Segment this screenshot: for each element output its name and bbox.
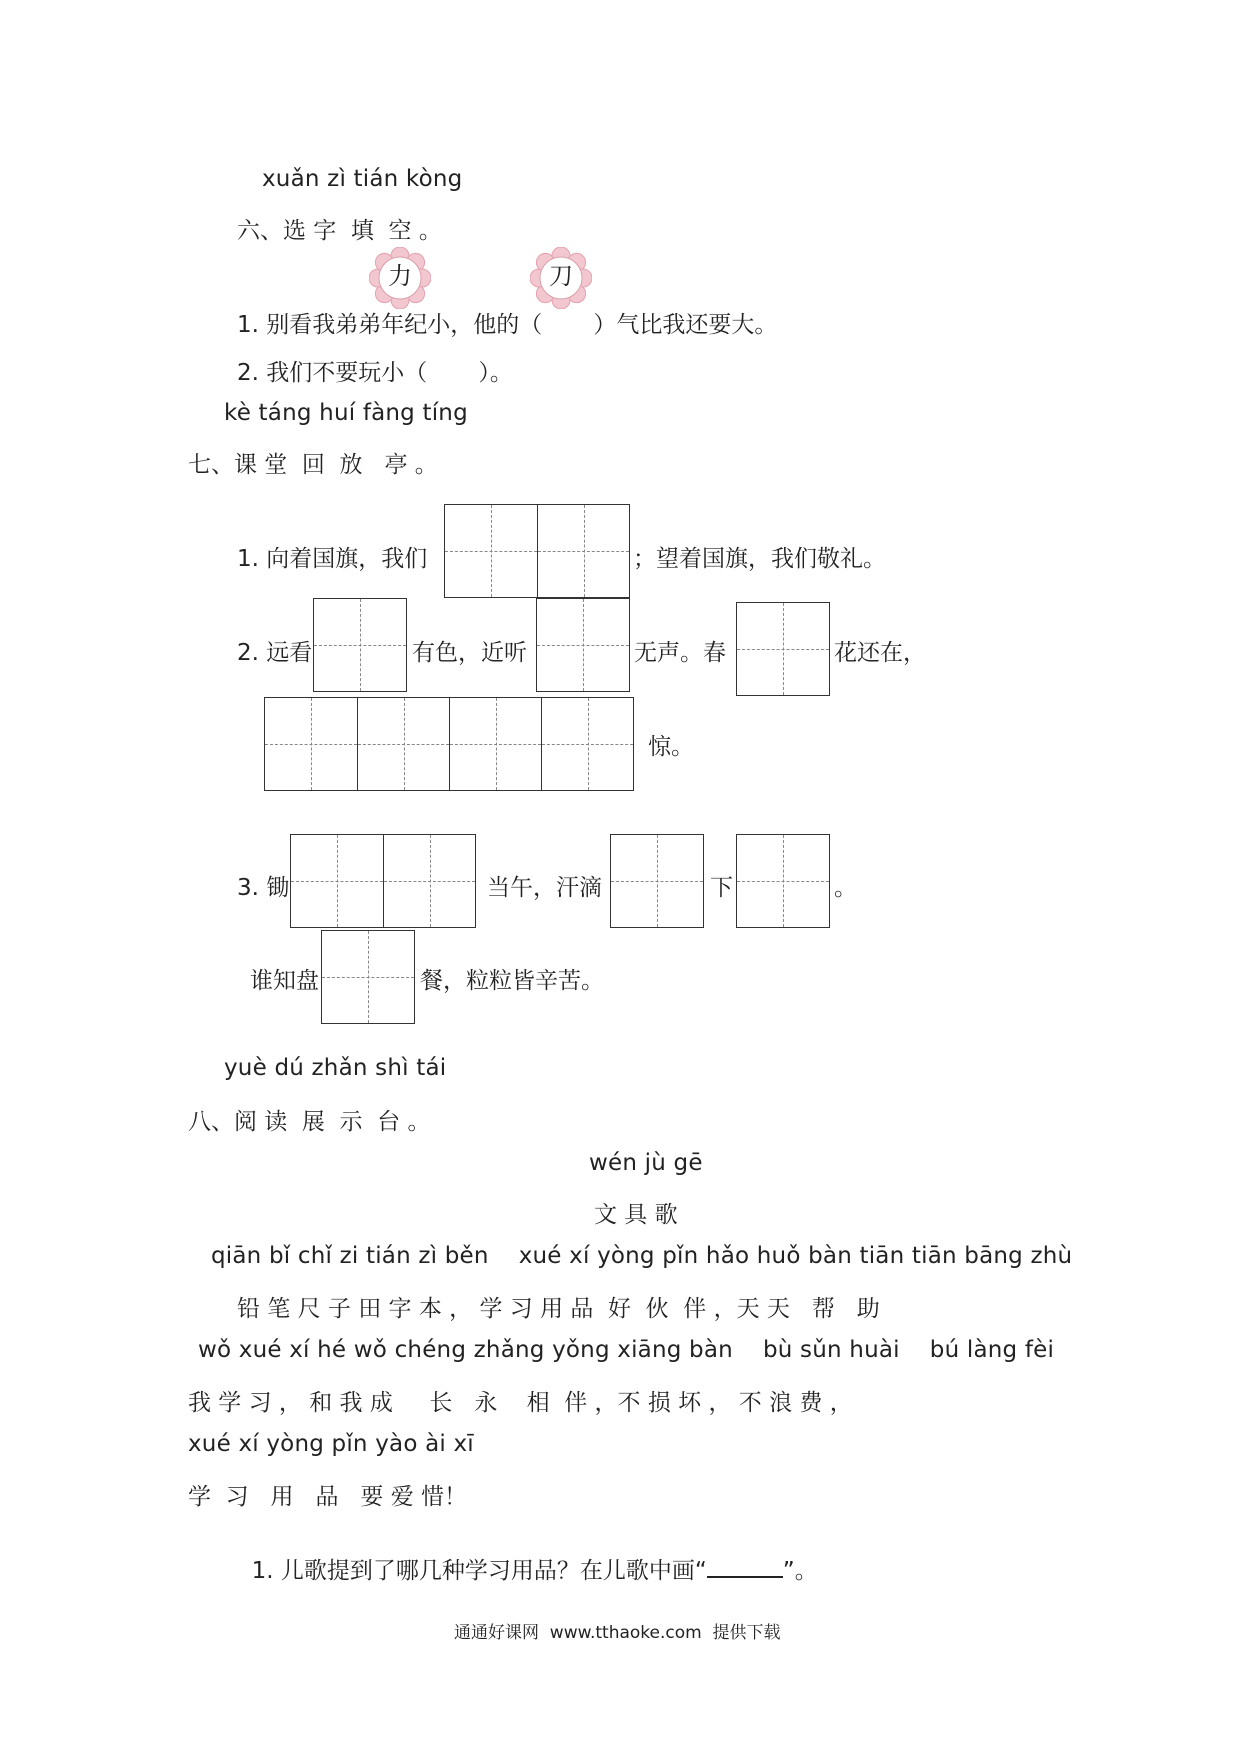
flower-char: 力 <box>388 262 412 290</box>
flower-char: 刀 <box>549 262 573 290</box>
section6-question-1: 1. 别看我弟弟年纪小，他的（ ）气比我还要大。 <box>237 312 778 338</box>
section7-title: 七、课 堂 回 放 亭 。 <box>188 452 438 478</box>
s7-q3-text-b: 当午，汗滴 <box>487 875 602 901</box>
writing-grid-q3d <box>321 930 415 1024</box>
s7-q2-text-d: 花还在， <box>834 640 926 666</box>
writing-cell <box>737 835 829 927</box>
s7-q1-text-a: 1. 向着国旗，我们 <box>237 546 428 572</box>
s7-q3-text-f: 餐，粒粒皆辛苦。 <box>420 968 604 994</box>
writing-cell <box>383 835 475 927</box>
s7-q2-text-e: 惊。 <box>648 734 694 760</box>
writing-cell <box>291 835 383 927</box>
section6-title: 六、选 字 填 空 。 <box>237 218 442 244</box>
s7-q3-text-d: 。 <box>834 875 857 901</box>
s8-question-1 <box>237 1526 818 1585</box>
poem-line1-pinyin: qiān bǐ chǐ zi tián zì běn xué xí yòng pǐn hǎo huǒ bàn tiān tiān bāng zhù <box>211 1243 1073 1269</box>
poem-line2: 我 学 习 ， 和 我 成 长 永 相 伴 ，不 损 坏 ， 不 浪 费 ， <box>188 1390 853 1416</box>
flower-option-2 <box>530 247 592 309</box>
s8-q1-text-b: ”。 <box>782 1558 818 1584</box>
writing-grid-q3b <box>610 834 704 928</box>
writing-cell <box>314 599 406 691</box>
writing-grid-q3c <box>736 834 830 928</box>
s7-q2-text-a: 2. 远看 <box>237 640 313 666</box>
poem-title-pinyin: wén jù gē <box>589 1150 703 1176</box>
s7-q2-text-b: 有色，近听 <box>412 640 527 666</box>
writing-cell <box>322 931 414 1023</box>
writing-grid-q2d <box>264 697 634 791</box>
writing-cell <box>537 505 629 597</box>
section6-pinyin: xuǎn zì tián kòng <box>262 166 463 192</box>
writing-cell <box>265 698 357 790</box>
writing-grid-q2a <box>313 598 407 692</box>
poem-title: 文 具 歌 <box>594 1202 678 1228</box>
writing-cell <box>449 698 541 790</box>
s7-q2-text-c: 无声。春 <box>634 640 726 666</box>
writing-cell <box>357 698 449 790</box>
writing-cell <box>541 698 633 790</box>
poem-line3: 学 习 用 品 要 爱 惜！ <box>188 1484 468 1510</box>
underline-sample <box>707 1556 783 1578</box>
writing-grid-q2b <box>536 598 630 692</box>
poem-line3-pinyin: xué xí yòng pǐn yào ài xī <box>188 1431 474 1457</box>
section8-title: 八、阅 读 展 示 台 。 <box>188 1109 431 1135</box>
s7-q3-text-e: 谁知盘 <box>250 968 319 994</box>
section7-pinyin: kè táng huí fàng tíng <box>224 400 468 426</box>
poem-line2-pinyin: wǒ xué xí hé wǒ chéng zhǎng yǒng xiāng bàn bù sǔn huài bú làng fèi <box>198 1337 1055 1363</box>
section6-question-2: 2. 我们不要玩小（ ）。 <box>237 360 513 386</box>
s7-q1-text-b: ；望着国旗，我们敬礼。 <box>633 546 886 572</box>
section8-pinyin: yuè dú zhǎn shì tái <box>224 1055 447 1081</box>
writing-grid-q1 <box>444 504 630 598</box>
writing-cell <box>737 603 829 695</box>
footer-credit: 通通好课网 www.tthaoke.com 提供下载 <box>454 1623 781 1643</box>
writing-cell <box>611 835 703 927</box>
s8-q1-text-a: 1. 儿歌提到了哪几种学习用品？在儿歌中画“ <box>251 1558 707 1584</box>
writing-grid-q2c <box>736 602 830 696</box>
writing-grid-q3a <box>290 834 476 928</box>
writing-cell <box>445 505 537 597</box>
s7-q3-text-c: 下 <box>710 875 733 901</box>
poem-line1: 铅 笔 尺 子 田 字 本 ， 学 习 用 品 好 伙 伴 ，天 天 帮 助 <box>237 1296 880 1322</box>
s7-q3-text-a: 3. 锄 <box>237 875 290 901</box>
flower-option-1 <box>369 247 431 309</box>
writing-cell <box>537 599 629 691</box>
